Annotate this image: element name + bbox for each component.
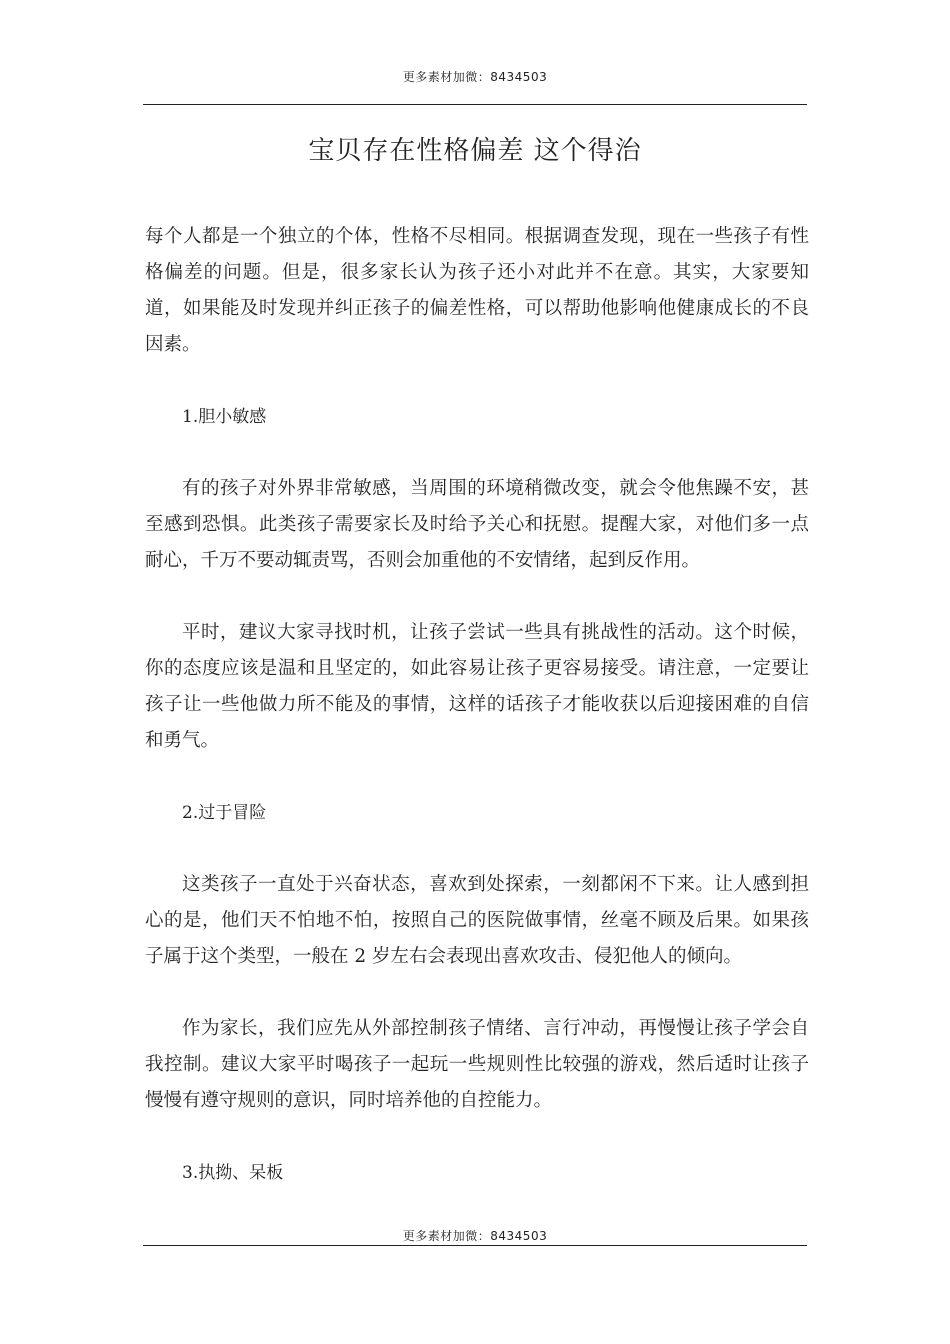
article-body — [145, 219, 809, 1191]
footer-text: 更多素材加微：8434503 — [402, 1229, 548, 1243]
section-heading-3: 3.执拗、呆板 — [182, 1163, 284, 1183]
intro-paragraph: 每个人都是一个独立的个体，性格不尽相同。根据调查发现，现在一些孩子有性格偏差的问题。但是，很多家长认为孩子还小对此并不在意。其实，大家要知道，如果能及时发现并纠正孩子的偏差性格，可以帮助他影响他健康成长的不良因素。 — [145, 226, 809, 355]
section-heading-1: 1.胆小敏感 — [182, 407, 267, 427]
section-2-paragraph-1: 这类孩子一直处于兴奋状态，喜欢到处探索，一刻都闲不下来。让人感到担心的是，他们天不怕地不怕，按照自己的医院做事情，丝毫不顾及后果。如果孩子属于这个类型，一般在 2 岁左右会表现出喜欢攻击、侵犯他人的倾向。 — [145, 874, 809, 967]
article-title: 宝贝存在性格偏差 这个得治 — [308, 136, 642, 166]
section-1-paragraph-2: 平时，建议大家寻找时机，让孩子尝试一些具有挑战性的活动。这个时候，你的态度应该是温和且坚定的，如此容易让孩子更容易接受。请注意，一定要让孩子让一些他做力所不能及的事情，这样的话孩子才能收获以后迎接困难的自信和勇气。 — [145, 622, 809, 751]
header-divider — [143, 104, 807, 105]
section-2-paragraph-2: 作为家长，我们应先从外部控制孩子情绪、言行冲动，再慢慢让孩子学会自我控制。建议大家平时喝孩子一起玩一些规则性比较强的游戏，然后适时让孩子慢慢有遵守规则的意识，同时培养他的自控能力。 — [145, 1018, 809, 1111]
section-heading-2: 2.过于冒险 — [182, 803, 267, 823]
header-text: 更多素材加微：8434503 — [402, 70, 548, 84]
section-1-paragraph-1: 有的孩子对外界非常敏感，当周围的环境稍微改变，就会令他焦躁不安，甚至感到恐惧。此类孩子需要家长及时给予关心和抚慰。提醒大家，对他们多一点耐心，千万不要动辄责骂，否则会加重他的不安情绪，起到反作用。 — [145, 478, 809, 571]
footer-divider — [143, 1245, 807, 1246]
